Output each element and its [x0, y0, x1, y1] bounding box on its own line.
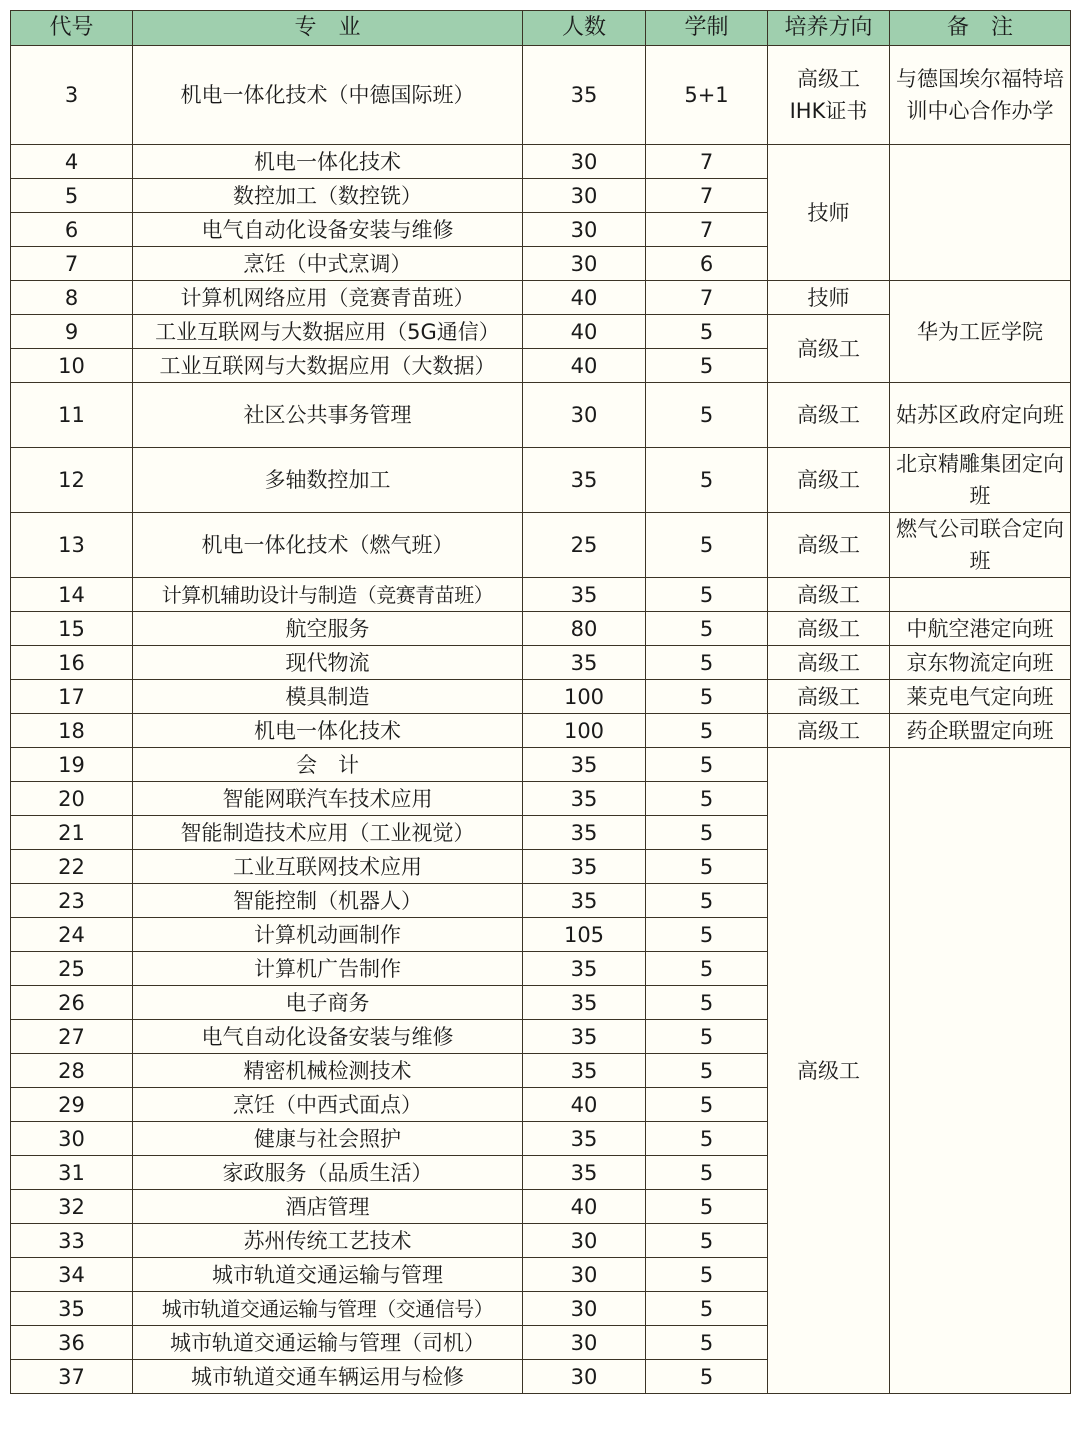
cell-major: 多轴数控加工 — [133, 448, 523, 513]
cell-major: 计算机广告制作 — [133, 952, 523, 986]
cell-major: 烹饪（中西式面点） — [133, 1088, 523, 1122]
cell-code: 23 — [11, 884, 133, 918]
cell-major: 家政服务（品质生活） — [133, 1156, 523, 1190]
cell-major: 计算机动画制作 — [133, 918, 523, 952]
cell-direction: 高级工 — [768, 748, 890, 1394]
table-row — [11, 612, 1071, 646]
cell-remarks — [890, 748, 1071, 1394]
cell-count: 35 — [523, 1156, 646, 1190]
cell-code: 24 — [11, 918, 133, 952]
cell-remarks: 北京精雕集团定向班 — [890, 448, 1071, 513]
cell-count: 35 — [523, 782, 646, 816]
cell-code: 35 — [11, 1292, 133, 1326]
cell-remarks: 华为工匠学院 — [890, 281, 1071, 383]
cell-major: 现代物流 — [133, 646, 523, 680]
cell-code: 4 — [11, 145, 133, 179]
cell-years: 5 — [646, 782, 768, 816]
cell-code: 27 — [11, 1020, 133, 1054]
cell-years: 5 — [646, 952, 768, 986]
cell-major: 机电一体化技术 — [133, 145, 523, 179]
cell-years: 5 — [646, 383, 768, 448]
cell-major: 工业互联网与大数据应用（5G通信） — [133, 315, 523, 349]
cell-years: 5 — [646, 513, 768, 578]
cell-remarks: 京东物流定向班 — [890, 646, 1071, 680]
cell-years: 7 — [646, 281, 768, 315]
cell-major: 机电一体化技术 — [133, 714, 523, 748]
cell-major: 城市轨道交通运输与管理（司机） — [133, 1326, 523, 1360]
cell-major: 机电一体化技术（燃气班） — [133, 513, 523, 578]
cell-years: 5 — [646, 816, 768, 850]
cell-years: 7 — [646, 213, 768, 247]
cell-major: 电气自动化设备安装与维修 — [133, 1020, 523, 1054]
cell-major: 计算机辅助设计与制造（竞赛青苗班） — [133, 578, 523, 612]
cell-years: 5+1 — [646, 46, 768, 145]
cell-direction: 高级工 — [768, 448, 890, 513]
cell-code: 31 — [11, 1156, 133, 1190]
cell-direction: 高级工 — [768, 714, 890, 748]
cell-code: 15 — [11, 612, 133, 646]
cell-count: 35 — [523, 1054, 646, 1088]
cell-years: 5 — [646, 884, 768, 918]
cell-count: 35 — [523, 952, 646, 986]
cell-major: 智能控制（机器人） — [133, 884, 523, 918]
cell-code: 18 — [11, 714, 133, 748]
cell-count: 35 — [523, 46, 646, 145]
cell-direction: 高级工 — [768, 383, 890, 448]
cell-years: 5 — [646, 612, 768, 646]
cell-major: 社区公共事务管理 — [133, 383, 523, 448]
cell-years: 5 — [646, 850, 768, 884]
cell-code: 29 — [11, 1088, 133, 1122]
cell-remarks: 燃气公司联合定向班 — [890, 513, 1071, 578]
cell-count: 30 — [523, 213, 646, 247]
cell-direction: 高级工 — [768, 680, 890, 714]
cell-count: 40 — [523, 349, 646, 383]
cell-code: 28 — [11, 1054, 133, 1088]
cell-direction — [768, 46, 890, 145]
cell-years: 5 — [646, 646, 768, 680]
cell-code: 14 — [11, 578, 133, 612]
cell-code: 17 — [11, 680, 133, 714]
cell-count: 25 — [523, 513, 646, 578]
cell-years: 5 — [646, 1156, 768, 1190]
cell-count: 40 — [523, 1190, 646, 1224]
cell-code: 26 — [11, 986, 133, 1020]
header-remarks: 备 注 — [890, 11, 1071, 46]
cell-direction: 高级工 — [768, 513, 890, 578]
cell-remarks: 中航空港定向班 — [890, 612, 1071, 646]
cell-major: 烹饪（中式烹调） — [133, 247, 523, 281]
cell-count: 30 — [523, 383, 646, 448]
header-code: 代号 — [11, 11, 133, 46]
cell-years: 5 — [646, 918, 768, 952]
cell-count: 35 — [523, 748, 646, 782]
cell-count: 40 — [523, 281, 646, 315]
table-row — [11, 646, 1071, 680]
cell-years: 5 — [646, 349, 768, 383]
cell-major: 数控加工（数控铣） — [133, 179, 523, 213]
cell-major: 智能网联汽车技术应用 — [133, 782, 523, 816]
cell-years: 7 — [646, 179, 768, 213]
cell-major: 酒店管理 — [133, 1190, 523, 1224]
cell-remarks: 与德国埃尔福特培训中心合作办学 — [890, 46, 1071, 145]
table-row — [11, 513, 1071, 578]
cell-years: 5 — [646, 1122, 768, 1156]
cell-count: 100 — [523, 680, 646, 714]
cell-major: 精密机械检测技术 — [133, 1054, 523, 1088]
table-row — [11, 383, 1071, 448]
cell-major: 城市轨道交通车辆运用与检修 — [133, 1360, 523, 1394]
cell-code: 11 — [11, 383, 133, 448]
cell-years: 5 — [646, 1326, 768, 1360]
cell-years: 5 — [646, 1258, 768, 1292]
cell-major: 计算机网络应用（竞赛青苗班） — [133, 281, 523, 315]
cell-direction: 高级工 — [768, 646, 890, 680]
cell-years: 7 — [646, 145, 768, 179]
cell-count: 30 — [523, 1224, 646, 1258]
table-row — [11, 748, 1071, 782]
cell-code: 22 — [11, 850, 133, 884]
cell-code: 32 — [11, 1190, 133, 1224]
cell-remarks — [890, 145, 1071, 281]
cell-major: 健康与社会照护 — [133, 1122, 523, 1156]
cell-code: 20 — [11, 782, 133, 816]
cell-years: 5 — [646, 1292, 768, 1326]
cell-code: 3 — [11, 46, 133, 145]
table-row — [11, 46, 1071, 145]
cell-count: 40 — [523, 1088, 646, 1122]
table-row — [11, 145, 1071, 179]
header-years: 学制 — [646, 11, 768, 46]
cell-direction: 高级工 — [768, 612, 890, 646]
cell-count: 35 — [523, 646, 646, 680]
cell-remarks — [890, 578, 1071, 612]
cell-remarks: 姑苏区政府定向班 — [890, 383, 1071, 448]
cell-count: 35 — [523, 884, 646, 918]
cell-code: 7 — [11, 247, 133, 281]
cell-count: 80 — [523, 612, 646, 646]
cell-code: 34 — [11, 1258, 133, 1292]
cell-direction: 高级工 — [768, 315, 890, 383]
cell-count: 35 — [523, 850, 646, 884]
cell-count: 35 — [523, 578, 646, 612]
cell-code: 25 — [11, 952, 133, 986]
table-row — [11, 448, 1071, 513]
cell-years: 5 — [646, 986, 768, 1020]
cell-major: 工业互联网技术应用 — [133, 850, 523, 884]
cell-major: 城市轨道交通运输与管理（交通信号） — [133, 1292, 523, 1326]
cell-code: 13 — [11, 513, 133, 578]
cell-years: 5 — [646, 1020, 768, 1054]
cell-major: 机电一体化技术（中德国际班） — [133, 46, 523, 145]
cell-years: 5 — [646, 1360, 768, 1394]
direction-line: IHK证书 — [789, 99, 868, 123]
cell-years: 5 — [646, 448, 768, 513]
cell-code: 16 — [11, 646, 133, 680]
cell-remarks: 药企联盟定向班 — [890, 714, 1071, 748]
cell-major: 会 计 — [133, 748, 523, 782]
cell-count: 35 — [523, 448, 646, 513]
cell-count: 30 — [523, 1360, 646, 1394]
header-count: 人数 — [523, 11, 646, 46]
cell-direction: 技师 — [768, 281, 890, 315]
cell-years: 5 — [646, 1190, 768, 1224]
cell-direction: 高级工 — [768, 578, 890, 612]
cell-code: 10 — [11, 349, 133, 383]
table-row — [11, 714, 1071, 748]
cell-count: 40 — [523, 315, 646, 349]
cell-code: 30 — [11, 1122, 133, 1156]
cell-years: 5 — [646, 680, 768, 714]
cell-years: 6 — [646, 247, 768, 281]
cell-count: 30 — [523, 179, 646, 213]
cell-years: 5 — [646, 1088, 768, 1122]
cell-code: 6 — [11, 213, 133, 247]
cell-major: 城市轨道交通运输与管理 — [133, 1258, 523, 1292]
cell-years: 5 — [646, 748, 768, 782]
cell-years: 5 — [646, 315, 768, 349]
cell-direction: 技师 — [768, 145, 890, 281]
cell-count: 100 — [523, 714, 646, 748]
cell-major: 航空服务 — [133, 612, 523, 646]
table-row — [11, 680, 1071, 714]
cell-years: 5 — [646, 1224, 768, 1258]
header-direction: 培养方向 — [768, 11, 890, 46]
table-row — [11, 281, 1071, 315]
cell-years: 5 — [646, 1054, 768, 1088]
cell-years: 5 — [646, 714, 768, 748]
cell-major: 苏州传统工艺技术 — [133, 1224, 523, 1258]
cell-code: 21 — [11, 816, 133, 850]
cell-count: 30 — [523, 1292, 646, 1326]
table-row — [11, 578, 1071, 612]
cell-count: 30 — [523, 1326, 646, 1360]
cell-major: 工业互联网与大数据应用（大数据） — [133, 349, 523, 383]
cell-count: 35 — [523, 1020, 646, 1054]
cell-code: 33 — [11, 1224, 133, 1258]
cell-major: 电气自动化设备安装与维修 — [133, 213, 523, 247]
cell-code: 37 — [11, 1360, 133, 1394]
cell-years: 5 — [646, 578, 768, 612]
cell-code: 5 — [11, 179, 133, 213]
cell-code: 8 — [11, 281, 133, 315]
cell-count: 105 — [523, 918, 646, 952]
header-row — [11, 11, 1071, 46]
cell-remarks: 莱克电气定向班 — [890, 680, 1071, 714]
cell-code: 12 — [11, 448, 133, 513]
cell-major: 电子商务 — [133, 986, 523, 1020]
cell-major: 模具制造 — [133, 680, 523, 714]
cell-count: 30 — [523, 145, 646, 179]
cell-code: 36 — [11, 1326, 133, 1360]
cell-code: 9 — [11, 315, 133, 349]
cell-count: 35 — [523, 1122, 646, 1156]
header-major: 专 业 — [133, 11, 523, 46]
cell-count: 35 — [523, 986, 646, 1020]
majors-table — [10, 10, 1071, 1394]
cell-major: 智能制造技术应用（工业视觉） — [133, 816, 523, 850]
cell-code: 19 — [11, 748, 133, 782]
cell-count: 30 — [523, 1258, 646, 1292]
cell-count: 35 — [523, 816, 646, 850]
direction-line: 高级工 — [797, 67, 860, 91]
cell-count: 30 — [523, 247, 646, 281]
